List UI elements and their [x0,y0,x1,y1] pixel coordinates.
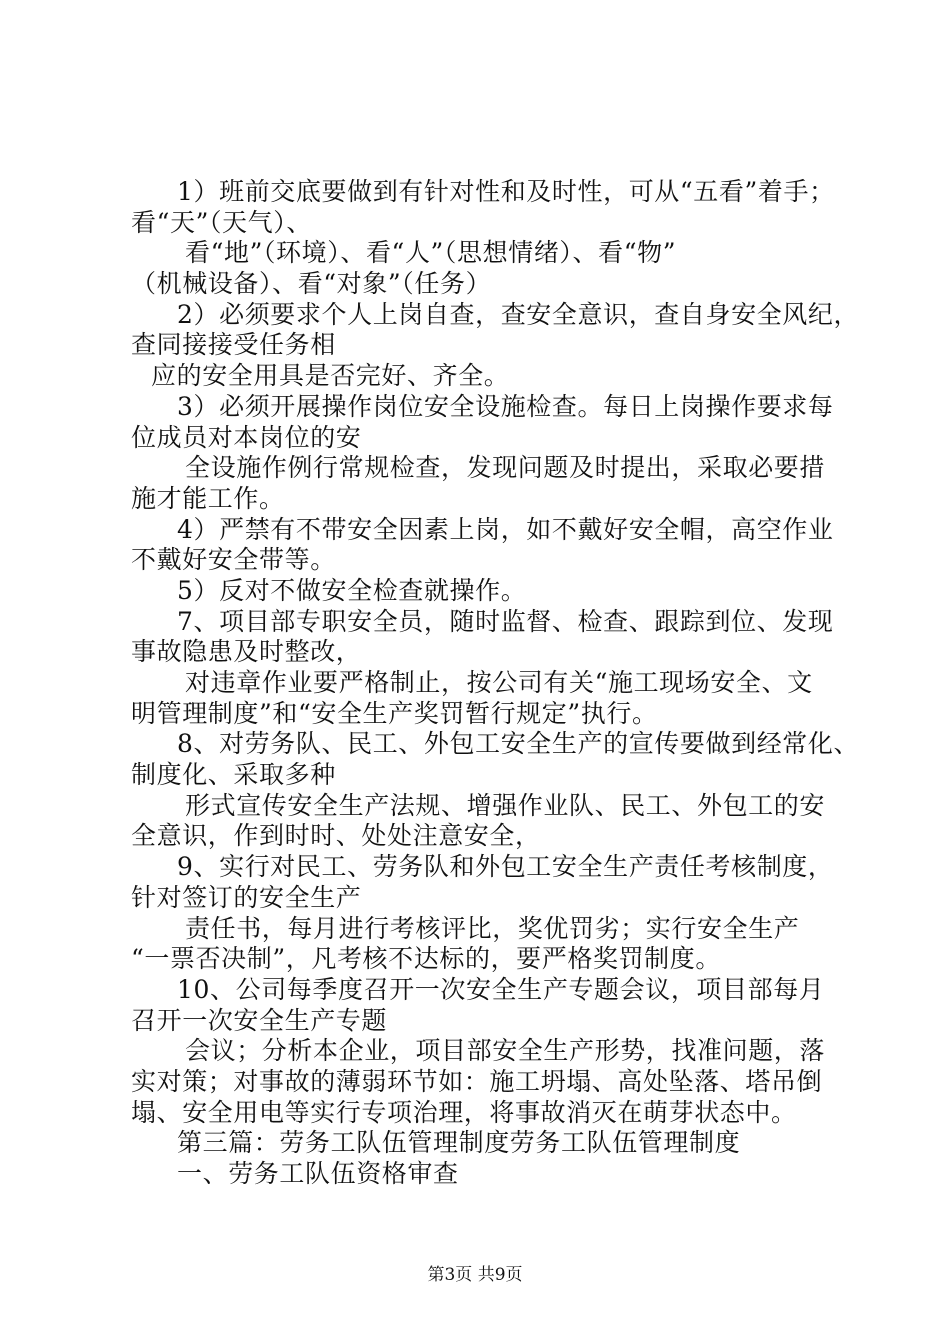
text-line: 塌、安全用电等实行专项治理，将事故消灭在萌芽状态中。 [131,1097,797,1127]
text-line: 9、实行对民工、劳务队和外包工安全生产责任考核制度， [177,852,834,882]
text-line: 明管理制度”和“安全生产奖罚暂行规定”执行。 [131,698,658,728]
text-line: 全设施作例行常规检查，发现问题及时提出，采取必要措 [185,453,826,483]
text-line: 看“地”（环境）、看“人”（思想情绪）、看“物” [185,238,677,268]
text-line: 10、公司每季度召开一次安全生产专题会议，项目部每月 [177,974,825,1004]
text-line: 施才能工作。 [131,483,285,513]
text-line: （机械设备）、看“对象”（任务） [131,269,492,299]
text-line: 对违章作业要严格制止，按公司有关“施工现场安全、文 [185,668,813,697]
text-line: 第三篇：劳务工队伍管理制度劳务工队伍管理制度 [177,1128,741,1158]
document-body [131,177,860,1190]
text-line: 实对策；对事故的薄弱环节如：施工坍塌、高处坠落、塔吊倒 [131,1066,823,1096]
text-line: 责任书，每月进行考核评比，奖优罚劣；实行安全生产 [185,913,800,943]
text-line: 应的安全用具是否完好、齐全。 [151,361,510,391]
text-line: 4）严禁有不带安全因素上岗，如不戴好安全帽，高空作业 [177,514,834,544]
text-line: 位成员对本岗位的安 [131,422,362,452]
text-line: 8、对劳务队、民工、外包工安全生产的宣传要做到经常化、 [177,729,860,759]
text-line: 3）必须开展操作岗位安全设施检查。每日上岗操作要求每 [177,391,834,421]
text-line: 看“天”（天气）、 [131,207,312,237]
text-line: 形式宣传安全生产法规、增强作业队、民工、外包工的安 [185,790,826,820]
text-line: 不戴好安全带等。 [131,545,336,575]
text-line: 会议；分析本企业，项目部安全生产形势，找准问题，落 [185,1036,826,1066]
text-line: 针对签订的安全生产 [131,882,362,912]
text-line: 一、劳务工队伍资格审查 [177,1159,459,1188]
text-line: 5）反对不做安全检查就操作。 [177,575,527,605]
text-line: 2）必须要求个人上岗自查，查安全意识，查自身安全风纪， [177,299,860,329]
text-line: “一票否决制”，凡考核不达标的，要严格奖罚制度。 [131,944,721,974]
text-line: 制度化、采取多种 [131,760,336,790]
text-line: 全意识，作到时时、处处注意安全， [131,821,541,851]
page-footer: 第3页 共9页 [427,1265,523,1285]
text-line: 事故隐患及时整改， [131,637,362,667]
text-line: 7、项目部专职安全员，随时监督、检查、跟踪到位、发现 [177,606,834,636]
text-line: 1）班前交底要做到有针对性和及时性，可从“五看”着手； [177,177,835,206]
text-line: 查同接接受任务相 [131,330,336,360]
text-line: 召开一次安全生产专题 [131,1005,388,1035]
